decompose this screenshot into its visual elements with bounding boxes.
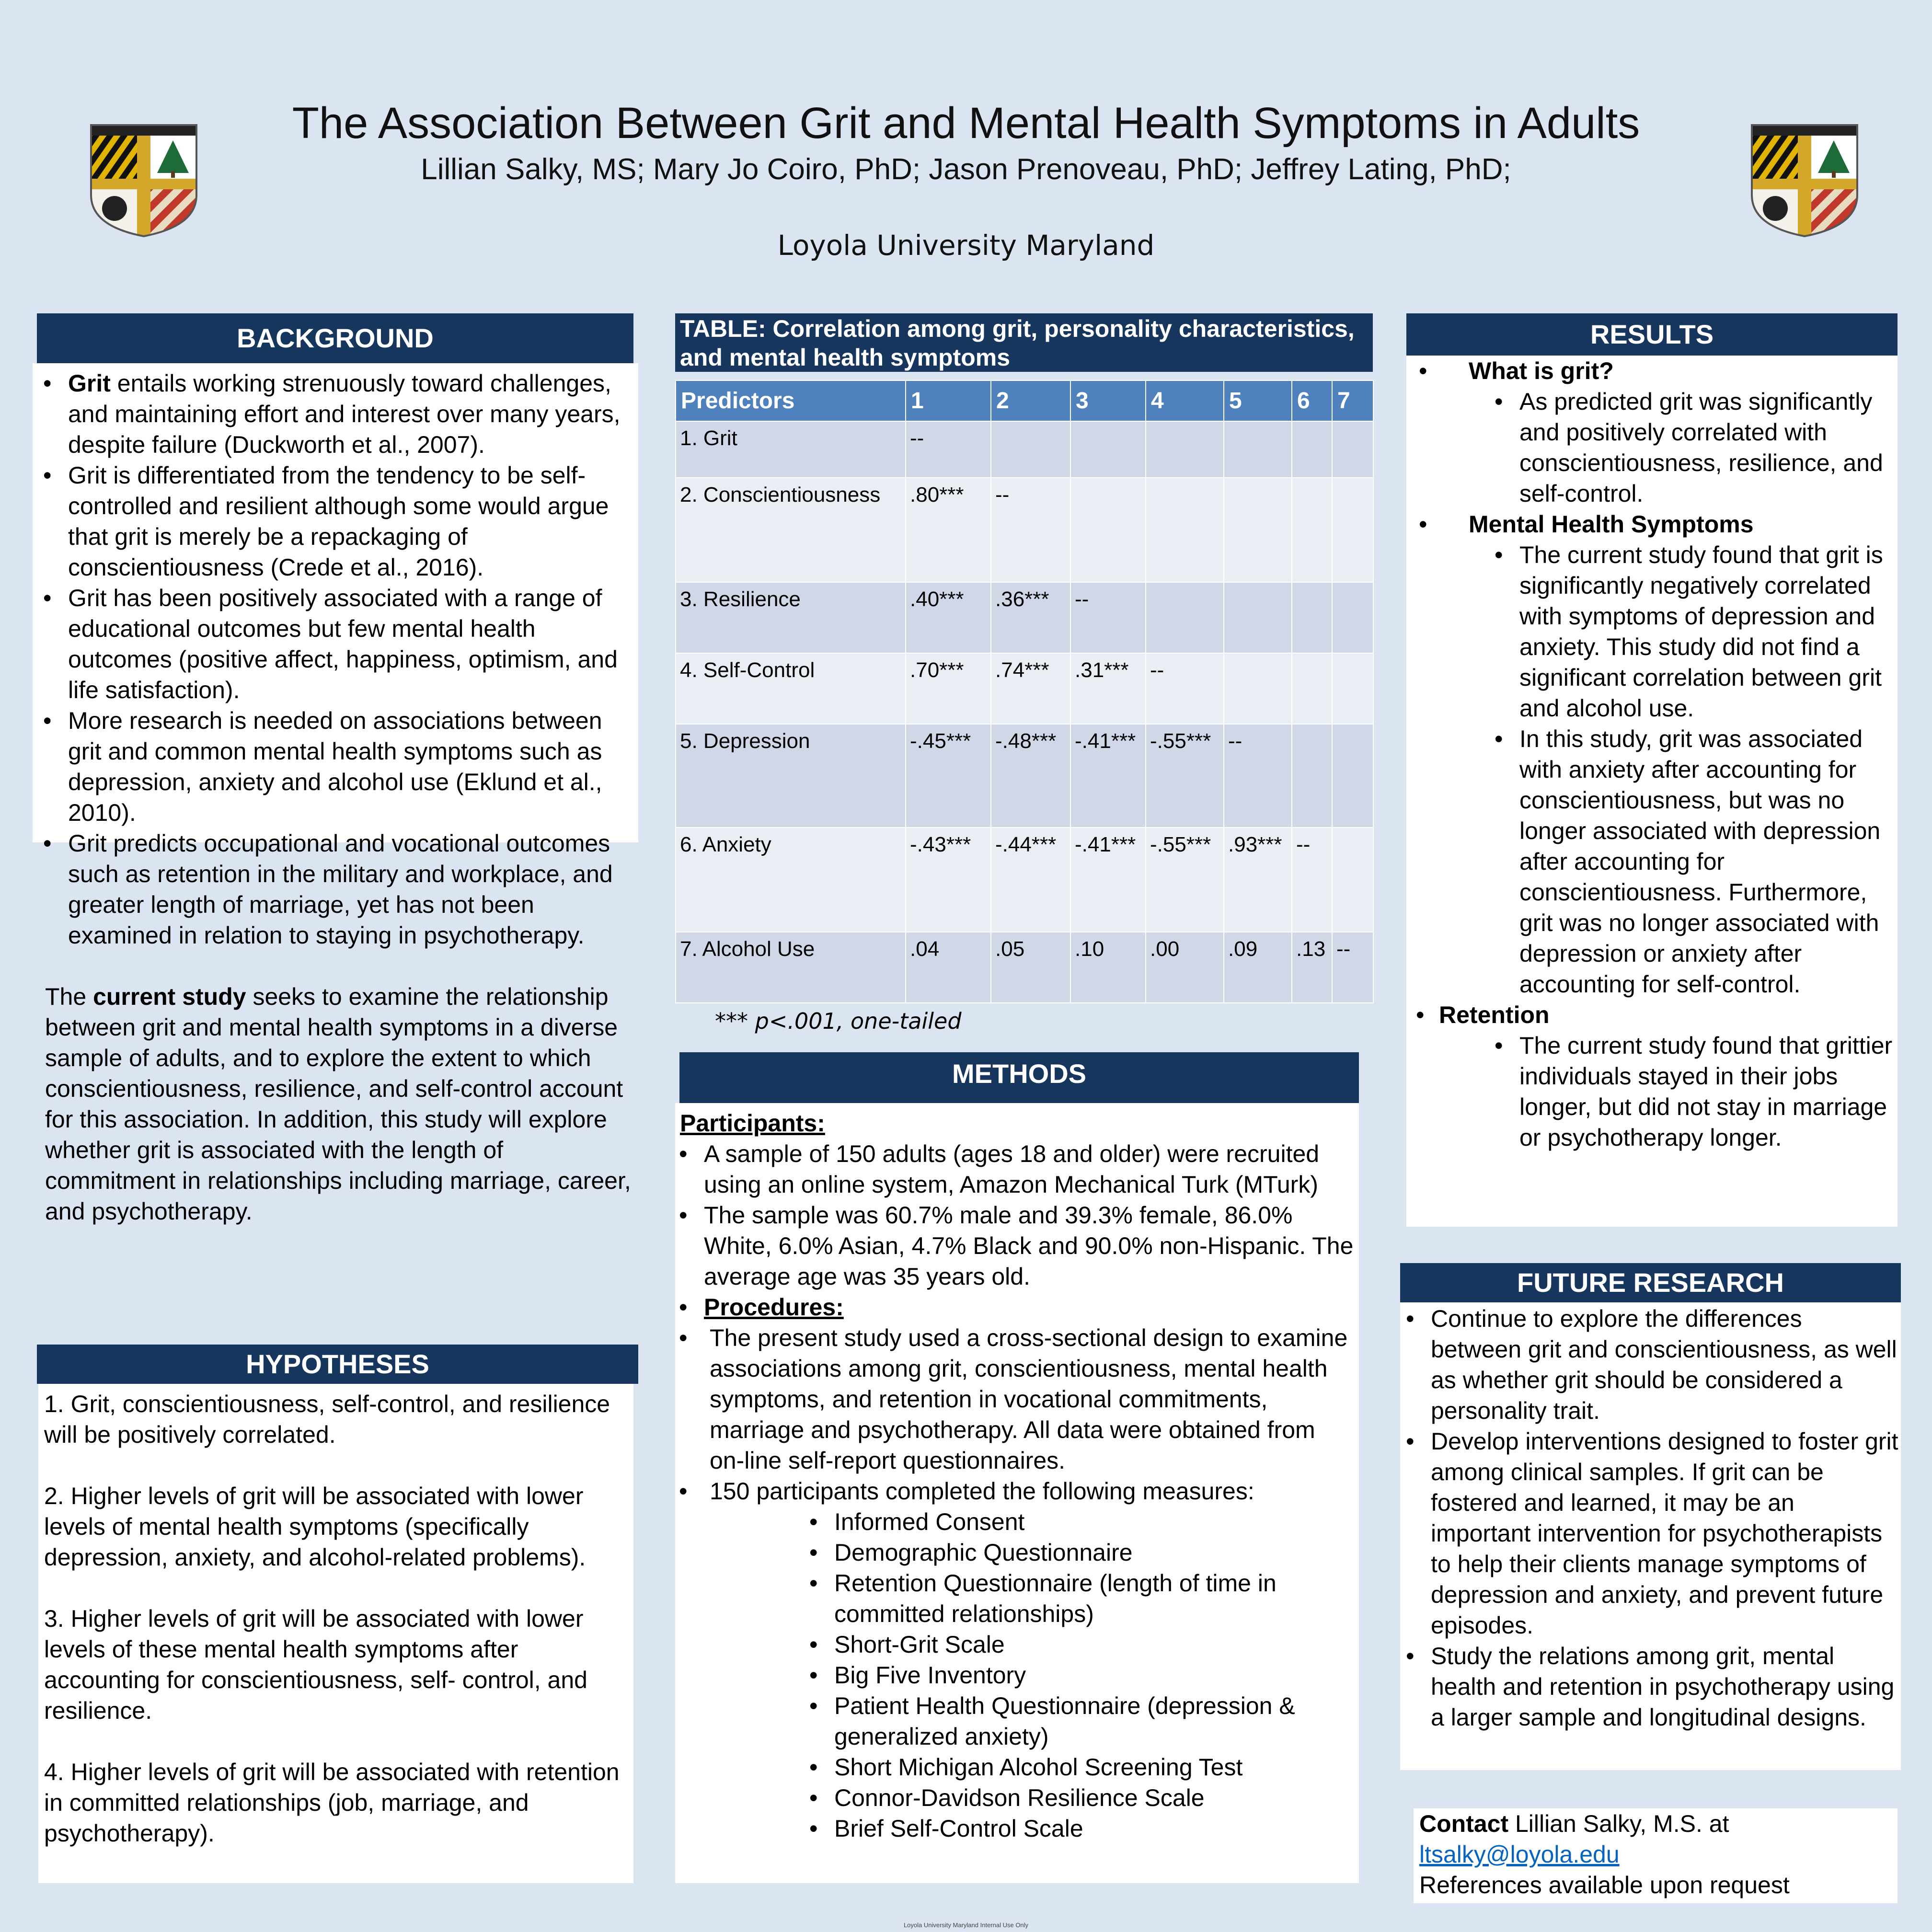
measure-item: • Retention Questionnaire (length of time in committed relationships) [805,1568,1354,1629]
hypotheses-heading: HYPOTHESES [37,1345,638,1384]
column-header: Predictors [676,380,906,421]
measure-item: • Connor-Davidson Resilience Scale [805,1782,1354,1813]
hypotheses-panel [38,1384,633,1883]
future-research-item: • Study the relations among grit, mental health and retention in psychotherapy using a larger sample and longitudinal designs. [1402,1641,1899,1733]
future-research-heading: FUTURE RESEARCH [1400,1263,1901,1302]
table-cell: 5. Depression [676,724,906,828]
results-item: • The current study found that grit is significantly negatively correlated with symptoms of depression and anxiety. This study did not find a significant correlation between grit and alcohol use. [1491,540,1896,724]
measure-item: • Short Michigan Alcohol Screening Test [805,1752,1354,1782]
table-cell [1332,421,1373,478]
table-cell: -.41*** [1070,724,1146,828]
hypothesis-item: 3. Higher levels of grit will be associated with lower levels of these mental health symptoms after accounting for conscientiousness, self- control, and resilience. [44,1605,587,1724]
column-header: 2 [991,380,1070,421]
poster-authors: Lillian Salky, MS; Mary Jo Coiro, PhD; Jason Prenoveau, PhD; Jeffrey Lating, PhD; [421,153,1511,186]
table-cell: .09 [1224,932,1292,1003]
participants-bullet: • The sample was 60.7% male and 39.3% female, 86.0% White, 6.0% Asian, 4.7% Black and 90.0% non-Hispanic. The average age was 35 years old. [675,1200,1354,1292]
background-bullet: • Grit predicts occupational and vocational outcomes such as retention in the military and workplace, and greater length of marriage, yet has not been examined in relation to staying in psychotherapy. [39,828,632,951]
measure-item: • Patient Health Questionnaire (depression & generalized anxiety) [805,1690,1354,1752]
results-item: • The current study found that grittier individuals stayed in their jobs longer, but did not stay in marriage or psychotherapy longer. [1491,1030,1896,1153]
procedures-label-item: • Procedures: [675,1292,1354,1322]
results-section-grit: • What is grit? [1419,357,1614,384]
methods-panel [675,1103,1359,1883]
background-heading: BACKGROUND [37,313,633,363]
footer-note: Loyola University Maryland Internal Use Only [903,1921,1029,1929]
table-cell: .13 [1292,932,1332,1003]
background-bullet: • Grit has been positively associated with a range of educational outcomes but few mental health outcomes (positive affect, happiness, optimism, and life satisfaction). [39,583,632,705]
future-research-item: • Continue to explore the differences between grit and conscientiousness, as well as whether grit should be considered a personality trait. [1402,1303,1899,1426]
column-header: 4 [1146,380,1224,421]
table-cell [1332,724,1373,828]
table-cell: -.55*** [1146,724,1224,828]
table-cell [1292,582,1332,653]
table-cell [1224,653,1292,724]
table-header-row [676,380,1373,421]
poster-title: The Association Between Grit and Mental Health Symptoms in Adults [292,99,1640,148]
hypothesis-item: 2. Higher levels of grit will be associated with lower levels of mental health symptoms (specifically depression, anxiety, and alcohol-related problems). [44,1483,586,1571]
table-cell: -- [1070,582,1146,653]
table-cell: -- [1332,932,1373,1003]
references-note: References available upon request [1419,1872,1790,1898]
table-cell: -.48*** [991,724,1070,828]
column-header: 7 [1332,380,1373,421]
table-cell: .93*** [1224,828,1292,932]
table-cell: 6. Anxiety [676,828,906,932]
table-cell: -- [1224,724,1292,828]
measure-item: • Short-Grit Scale [805,1629,1354,1660]
current-study-text: The current study seeks to examine the relationship between grit and mental health symptoms in a diverse sample of adults, and to explore the extent to which conscientiousness, resilience, and self-control account for this association. In addition, this study will explore whether grit is associated with the length of commitment in relationships including marriage, career, and psychotherapy. [45,983,631,1225]
table-cell: 3. Resilience [676,582,906,653]
column-header: 6 [1292,380,1332,421]
table-cell: -.43*** [906,828,991,932]
table-cell: -.44*** [991,828,1070,932]
table-cell [1146,421,1224,478]
loyola-crest-icon [87,123,200,238]
table-cell [1224,582,1292,653]
table-cell: .74*** [991,653,1070,724]
column-header: 1 [906,380,991,421]
correlation-table [675,380,1374,1003]
table-row [676,724,1373,828]
poster-affiliation: Loyola University Maryland [777,229,1155,262]
table-cell: 4. Self-Control [676,653,906,724]
table-cell: 2. Conscientiousness [676,478,906,582]
future-research-list [1402,1303,1899,1733]
loyola-crest-icon [1748,123,1861,238]
table-row [676,478,1373,582]
hypothesis-item: 1. Grit, conscientiousness, self-control, and resilience will be positively correlated. [44,1391,610,1448]
contact-label: Contact [1419,1810,1509,1837]
table-cell: 7. Alcohol Use [676,932,906,1003]
procedures-bullet: • 150 participants completed the following measures: [675,1476,1354,1506]
table-cell [1224,478,1292,582]
measures-list [805,1506,1354,1844]
measure-item: • Brief Self-Control Scale [805,1813,1354,1844]
table-cell [1292,421,1332,478]
table-row [676,653,1373,724]
table-cell: -.41*** [1070,828,1146,932]
results-panel [1406,356,1898,1227]
future-research-panel [1400,1302,1901,1770]
table-cell [1146,478,1224,582]
table-cell: .80*** [906,478,991,582]
table-cell [1332,582,1373,653]
table-cell: -- [906,421,991,478]
background-bullet: • Grit is differentiated from the tendency to be self-controlled and resilient although some would argue that grit is merely be a repackaging of conscientiousness (Crede et al., 2016). [39,460,632,583]
background-panel [33,363,638,1225]
results-list [1491,1030,1896,1153]
table-cell [1224,421,1292,478]
contact-email-link[interactable]: ltsalky@loyola.edu [1419,1841,1620,1868]
table-row [676,828,1373,932]
table-note: *** p<.001, one-tailed [715,1008,962,1034]
results-item: • In this study, grit was associated with anxiety after accounting for conscientiousness, but was no longer associated with depression after accounting for conscientiousness. Furthermore, grit was no longer associated with depression or anxiety after accounting for self-control. [1491,724,1896,1000]
results-item: • As predicted grit was significantly and positively correlated with conscientiousness, resilience, and self-control. [1491,386,1896,509]
participants-bullets [675,1138,1354,1322]
measure-item: • Informed Consent [805,1506,1354,1537]
table-row [676,932,1373,1003]
results-section-mental-health: • Mental Health Symptoms [1419,511,1754,538]
future-research-item: • Develop interventions designed to foster grit among clinical samples. If grit can be fostered and learned, it may be an important intervention for psychotherapists to help their clients manage symptoms of depression and anxiety, and prevent future episodes. [1402,1426,1899,1641]
table-cell: -- [1292,828,1332,932]
table-cell [1070,421,1146,478]
participants-bullet: • A sample of 150 adults (ages 18 and older) were recruited using an online system, Amazon Mechanical Turk (MTurk) [675,1138,1354,1200]
table-cell [1332,828,1373,932]
table-cell: .04 [906,932,991,1003]
hypothesis-item: 4. Higher levels of grit will be associated with retention in committed relationships (job, marriage, and psychotherapy). [44,1759,620,1847]
table-cell: 1. Grit [676,421,906,478]
results-list [1491,540,1896,1000]
measure-item: • Big Five Inventory [805,1660,1354,1690]
table-cell: .00 [1146,932,1224,1003]
table-cell: -- [991,478,1070,582]
participants-label: Participants: [680,1110,825,1137]
column-header: 5 [1224,380,1292,421]
table-cell: .70*** [906,653,991,724]
results-heading: RESULTS [1406,313,1898,356]
table-cell [991,421,1070,478]
methods-heading: METHODS [679,1052,1359,1103]
table-cell: .10 [1070,932,1146,1003]
table-cell: -.55*** [1146,828,1224,932]
table-cell [1292,478,1332,582]
table-row [676,421,1373,478]
table-caption: TABLE: Correlation among grit, personality characteristics, and mental health symptoms [675,313,1373,372]
results-section-retention: • Retention [1416,1001,1550,1028]
procedures-bullets [675,1322,1354,1506]
table-cell: -.45*** [906,724,991,828]
table-cell: .05 [991,932,1070,1003]
procedures-bullet: • The present study used a cross-sectional design to examine associations among grit, conscientiousness, mental health symptoms, and retention in vocational commitments, marriage and psychotherapy. All data were obtained from on-line self-report questionnaires. [675,1322,1354,1476]
column-header: 3 [1070,380,1146,421]
table-cell [1070,478,1146,582]
background-bullet: • More research is needed on associations between grit and common mental health symptoms such as depression, anxiety and alcohol use (Eklund et al., 2010). [39,705,632,828]
table-cell: .36*** [991,582,1070,653]
background-bullet: • Grit entails working strenuously toward challenges, and maintaining effort and interest over many years, despite failure (Duckworth et al., 2007). [39,368,632,460]
background-bullets [39,368,632,951]
table-row [676,582,1373,653]
table-cell [1146,582,1224,653]
table-cell: .40*** [906,582,991,653]
measure-item: • Demographic Questionnaire [805,1537,1354,1568]
table-cell [1292,653,1332,724]
table-cell [1332,478,1373,582]
contact-name: Lillian Salky, M.S. at [1508,1810,1729,1837]
table-cell: -- [1146,653,1224,724]
results-list [1491,386,1896,509]
table-cell [1332,653,1373,724]
table-cell: .31*** [1070,653,1146,724]
table-cell [1292,724,1332,828]
contact-panel [1414,1808,1898,1903]
